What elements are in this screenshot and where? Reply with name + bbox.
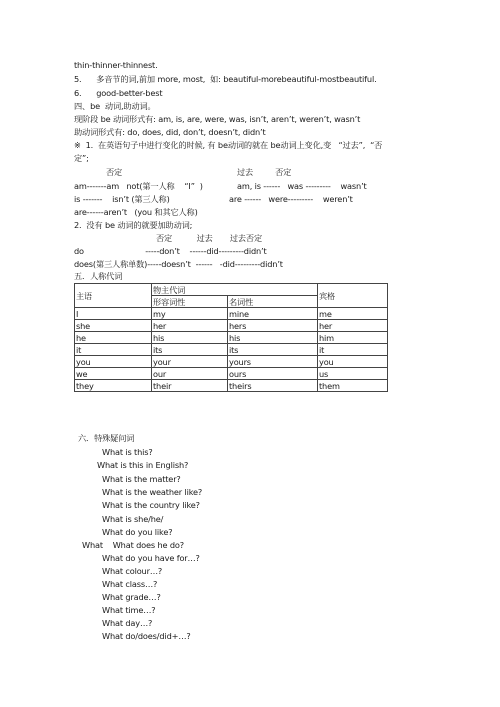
- adjective-possessive-cell: my: [152, 308, 228, 320]
- note-2: 2. 没有 be 动词的就要加助动词;: [74, 220, 193, 230]
- adjective-possessive-cell: your: [152, 356, 228, 368]
- possessive-header: 物主代词: [152, 284, 318, 296]
- section-6-heading: 六．特殊疑问词: [78, 433, 135, 443]
- question-item: What is this?: [102, 447, 153, 457]
- noun-possessive-cell: ours: [228, 368, 318, 380]
- are-past: are ------ were--------- weren’t: [229, 194, 353, 204]
- subject-header: 主语: [75, 284, 152, 308]
- subject-cell: he: [75, 332, 152, 344]
- question-item: What do/does/did+…?: [102, 631, 191, 641]
- header-past-negative: 过去 否定: [237, 167, 292, 177]
- object-cell: her: [318, 320, 388, 332]
- adjective-possessive-cell: our: [152, 368, 228, 380]
- question-item: What is this in English?: [97, 460, 189, 470]
- subject-cell: they: [75, 380, 152, 392]
- adjective-possessive-cell: its: [152, 344, 228, 356]
- question-item: What class…?: [102, 579, 158, 589]
- question-item: What is the weather like?: [102, 487, 203, 497]
- question-item: What do you have for…?: [102, 553, 200, 563]
- question-item: What colour…?: [102, 566, 163, 576]
- object-cell: me: [318, 308, 388, 320]
- noun-possessive-cell: his: [228, 332, 318, 344]
- personal-pronoun-table: [74, 283, 388, 392]
- note-1-line-b: 定”;: [74, 153, 89, 163]
- are-negative: are------aren’t (you 和其它人称): [74, 207, 198, 217]
- question-item: What do you like?: [102, 527, 173, 537]
- table-row: [75, 344, 388, 356]
- section-4-heading: 四、be 动词,助动词。: [74, 101, 156, 111]
- table-row: [75, 356, 388, 368]
- subject-cell: you: [75, 356, 152, 368]
- table-row: [75, 368, 388, 380]
- aux-headers: 否定 过去 过去否定: [156, 233, 262, 243]
- adjective-possessive-cell: their: [152, 380, 228, 392]
- table-row: [75, 380, 388, 392]
- am-negative: am-------am not(第一人称 “I” ): [74, 181, 203, 191]
- object-cell: him: [318, 332, 388, 344]
- be-verb-forms: 现阶段 be 动词形式有: am, is, are, were, was, isn’t, aren’t, weren’t, wasn’t: [74, 114, 361, 124]
- table-row: [75, 332, 388, 344]
- object-cell: us: [318, 368, 388, 380]
- question-item: What is the country like?: [102, 500, 200, 510]
- noun-possessive-cell: its: [228, 344, 318, 356]
- noun-possessive-cell: hers: [228, 320, 318, 332]
- subject-cell: I: [75, 308, 152, 320]
- question-item: What What does he do?: [82, 540, 184, 550]
- object-cell: it: [318, 344, 388, 356]
- noun-possessive-cell: yours: [228, 356, 318, 368]
- noun-possessive-cell: theirs: [228, 380, 318, 392]
- object-cell: them: [318, 380, 388, 392]
- adjective-possessive-cell: his: [152, 332, 228, 344]
- noun-possessive-header: 名词性: [228, 296, 318, 308]
- am-is-past: am, is ------ was --------- wasn’t: [237, 181, 367, 191]
- is-negative: is ------- isn’t (第三人称): [74, 194, 170, 204]
- rule-6-good: 6. good-better-best: [74, 88, 163, 98]
- auxiliary-verb-forms: 助动词形式有: do, does, did, don’t, doesn’t, didn’t: [74, 127, 266, 137]
- object-header: 宾格: [318, 284, 388, 308]
- header-negative: 否定: [106, 167, 123, 177]
- comparative-example-thin: thin-thinner-thinnest.: [74, 60, 158, 70]
- table-row: [75, 320, 388, 332]
- adjective-possessive-header: 形容词性: [152, 296, 228, 308]
- question-item: What grade…?: [102, 592, 161, 602]
- subject-cell: we: [75, 368, 152, 380]
- question-item: What time…?: [102, 605, 156, 615]
- noun-possessive-cell: mine: [228, 308, 318, 320]
- note-1-line-a: ※ 1. 在英语句子中进行变化的时候, 有 be动词的就在 be动词上变化,变 “过去”, “否: [74, 140, 383, 150]
- subject-cell: she: [75, 320, 152, 332]
- object-cell: you: [318, 356, 388, 368]
- table-row: [75, 308, 388, 320]
- question-item: What is she/he/: [102, 514, 164, 524]
- do-forms: do -----don’t ------did---------didn’t: [74, 246, 267, 256]
- does-forms: does(第三人称单数)-----doesn’t ------ -did---------didn’t: [74, 259, 283, 269]
- adjective-possessive-cell: her: [152, 320, 228, 332]
- section-5-heading: 五．人称代词: [74, 271, 123, 281]
- question-item: What day…?: [102, 618, 153, 628]
- rule-5-multisyllable: 5. 多音节的词,前加 more, most, 如: beautiful-morebeautiful-mostbeautiful.: [74, 74, 377, 84]
- question-item: What is the matter?: [102, 474, 181, 484]
- subject-cell: it: [75, 344, 152, 356]
